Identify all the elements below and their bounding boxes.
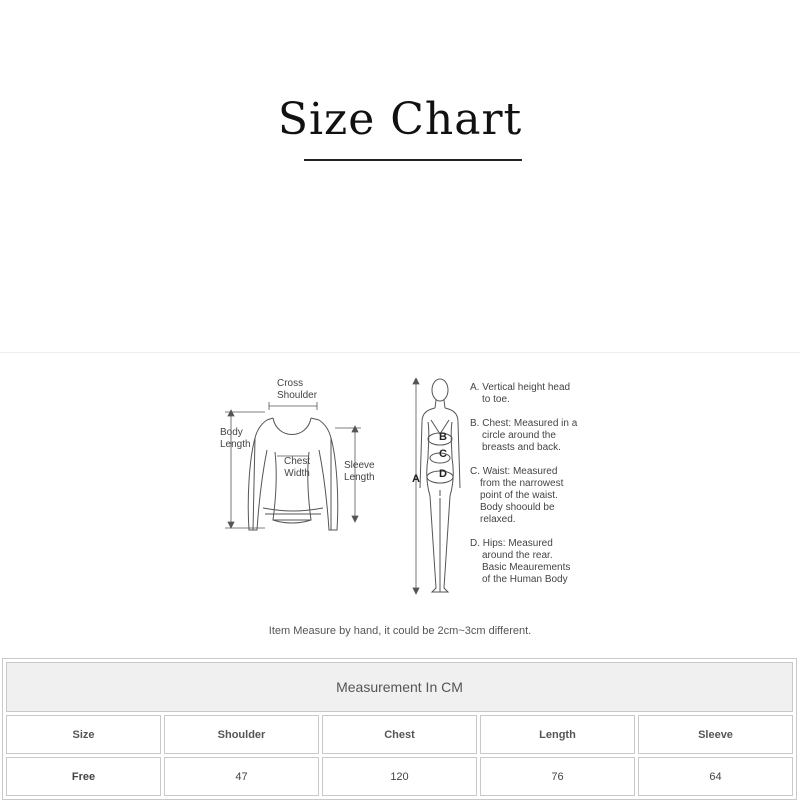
note-b: B. Chest: Measured in a circle around the breasts and back.: [470, 418, 578, 453]
cell-length: 76: [480, 757, 635, 796]
table-header-row: [6, 715, 793, 754]
label-d: D: [439, 468, 447, 480]
cell-sleeve: 64: [638, 757, 793, 796]
note-a: A. Vertical height head to toe.: [470, 382, 571, 405]
header-length: Length: [480, 715, 635, 754]
label-b: B: [439, 431, 447, 443]
cell-shoulder: 47: [164, 757, 319, 796]
title-underline: [304, 159, 522, 161]
section-divider: [0, 352, 800, 353]
header-size: Size: [6, 715, 161, 754]
title-block: [0, 92, 800, 148]
page-title: Size Chart: [277, 94, 523, 145]
label-a: A: [412, 473, 420, 485]
measurement-diagram: [205, 370, 595, 610]
size-table: [2, 658, 797, 800]
table-caption: Measurement In CM: [6, 662, 793, 712]
label-body-length: Body Length: [220, 427, 251, 450]
header-chest: Chest: [322, 715, 477, 754]
note-d: D. Hips: Measured around the rear. Basic Meaurements of the Human Body: [470, 538, 571, 585]
header-sleeve: Sleeve: [638, 715, 793, 754]
header-shoulder: Shoulder: [164, 715, 319, 754]
note-c: C. Waist: Measured from the narrowest point of the waist. Body shoould be relaxed.: [470, 466, 564, 525]
label-cross-shoulder: Cross Shoulder: [277, 378, 318, 401]
label-c: C: [439, 448, 447, 460]
cell-chest: 120: [322, 757, 477, 796]
measurement-notes: [470, 382, 595, 586]
label-chest-width: Chest Width: [284, 456, 311, 479]
measure-disclaimer: Item Measure by hand, it could be 2cm~3cm different.: [268, 625, 532, 637]
label-sleeve-length: Sleeve Length: [344, 460, 375, 483]
cell-size: Free: [6, 757, 161, 796]
table-row: [6, 757, 793, 796]
